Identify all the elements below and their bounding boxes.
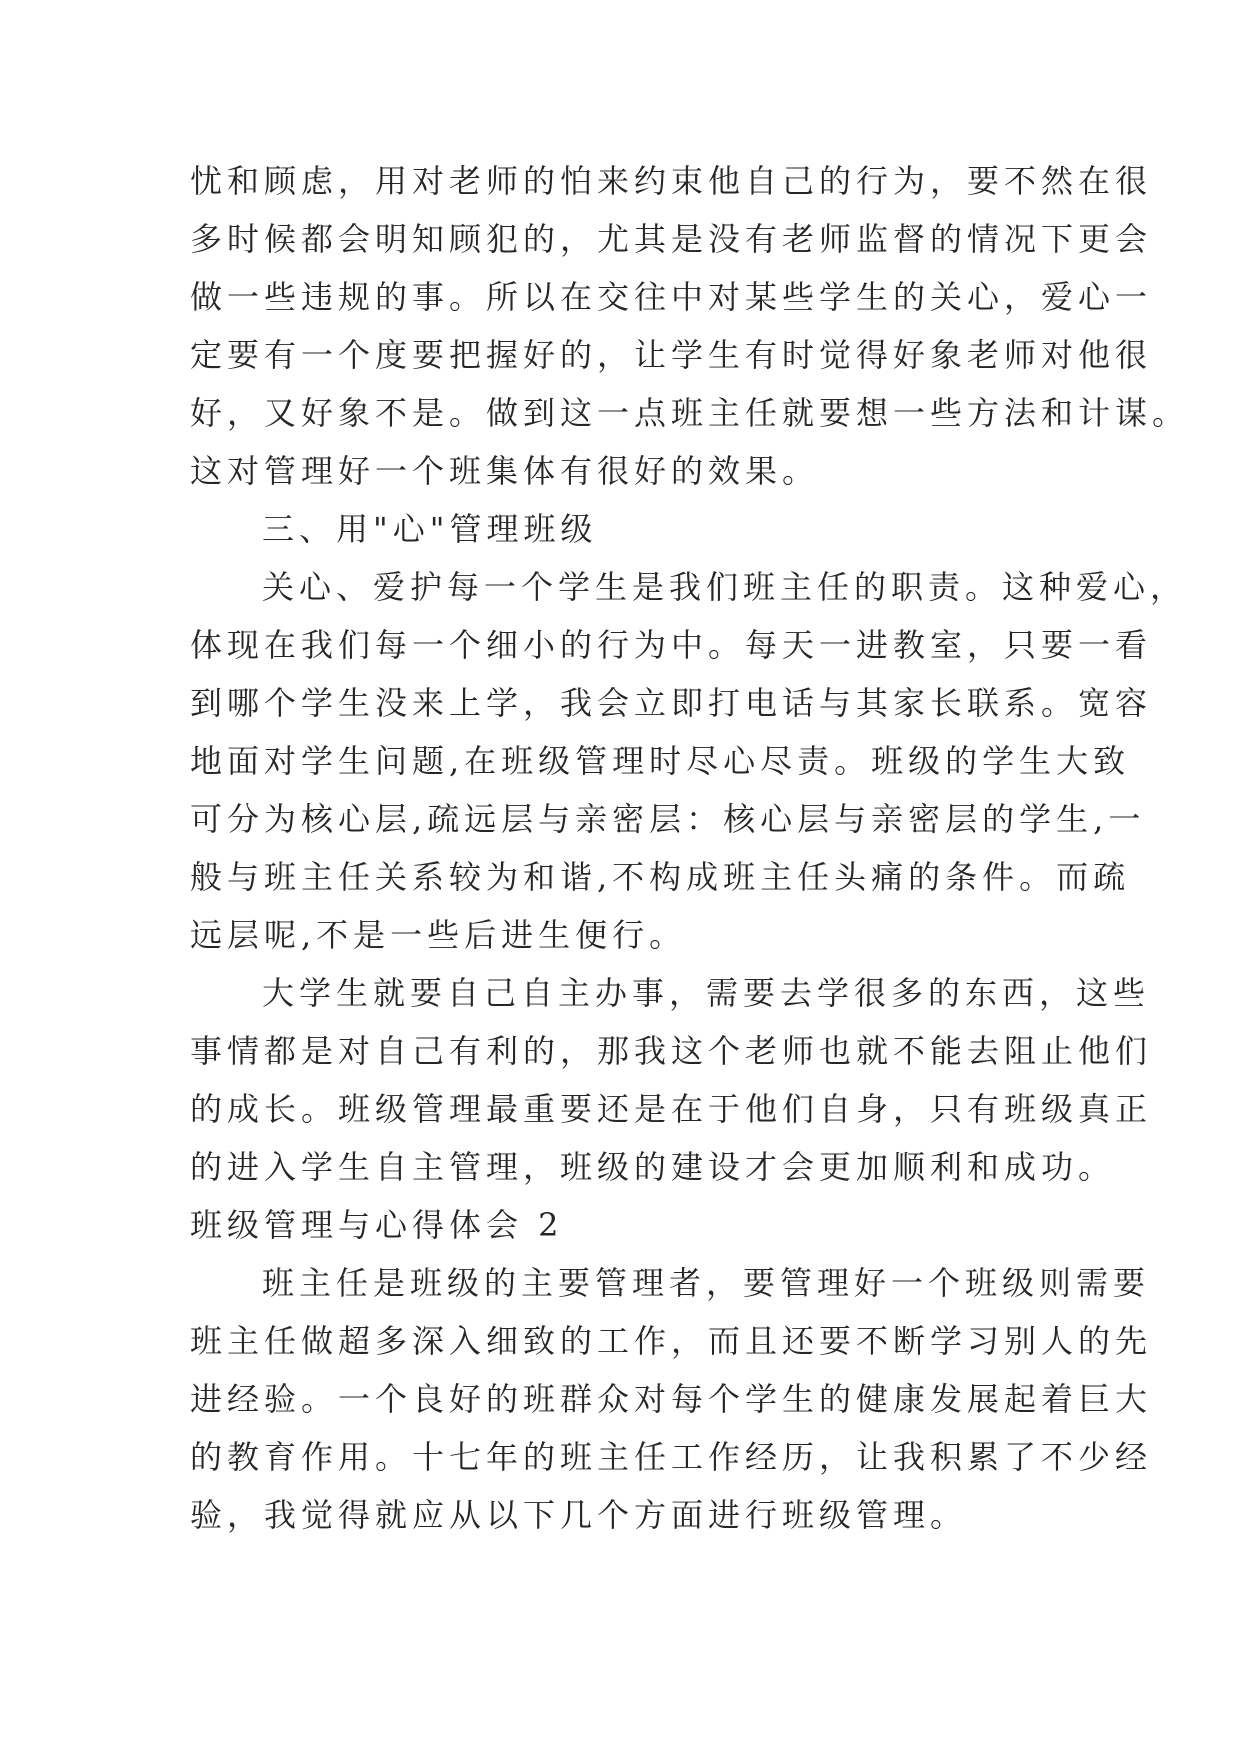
- text-line: 这对管理好一个班集体有很好的效果。: [190, 452, 820, 490]
- text-line: 远层呢,不是一些后进生便行。: [190, 916, 687, 954]
- text-line: 多时候都会明知顾犯的，尤其是没有老师监督的情况下更会: [190, 220, 1153, 258]
- text-line: 班主任是班级的主要管理者，要管理好一个班级则需要: [262, 1264, 1151, 1302]
- text-line: 般与班主任关系较为和谐,不构成班主任头痛的条件。而疏: [190, 858, 1131, 896]
- text-line: 到哪个学生没来上学，我会立即打电话与其家长联系。宽容: [190, 684, 1153, 722]
- text-line: 好，又好象不是。做到这一点班主任就要想一些方法和计谋。: [190, 394, 1190, 432]
- text-line: 定要有一个度要把握好的，让学生有时觉得好象老师对他很: [190, 336, 1153, 374]
- section-heading: 三、用"心"管理班级: [262, 510, 598, 548]
- text-line: 关心、爱护每一个学生是我们班主任的职责。这种爱心，: [262, 568, 1188, 606]
- text-line: 的成长。班级管理最重要还是在于他们自身，只有班级真正: [190, 1090, 1153, 1128]
- text-line: 可分为核心层,疏远层与亲密层：核心层与亲密层的学生,一: [190, 800, 1146, 838]
- text-line: 大学生就要自己自主办事，需要去学很多的东西，这些: [262, 974, 1151, 1012]
- text-line: 班主任做超多深入细致的工作，而且还要不断学习别人的先: [190, 1322, 1153, 1360]
- article-title: 班级管理与心得体会 2: [190, 1206, 564, 1244]
- text-line: 地面对学生问题,在班级管理时尽心尽责。班级的学生大致: [190, 742, 1131, 780]
- document-body: [190, 152, 1190, 1544]
- text-line: 忧和顾虑，用对老师的怕来约束他自己的行为，要不然在很: [190, 162, 1153, 200]
- text-line: 体现在我们每一个细小的行为中。每天一进教室，只要一看: [190, 626, 1153, 664]
- text-line: 做一些违规的事。所以在交往中对某些学生的关心，爱心一: [190, 278, 1153, 316]
- text-line: 的教育作用。十七年的班主任工作经历，让我积累了不少经: [190, 1438, 1153, 1476]
- text-line: 进经验。一个良好的班群众对每个学生的健康发展起着巨大: [190, 1380, 1153, 1418]
- text-line: 的进入学生自主管理，班级的建设才会更加顺利和成功。: [190, 1148, 1116, 1186]
- text-line: 事情都是对自己有利的，那我这个老师也就不能去阻止他们: [190, 1032, 1153, 1070]
- text-line: 验，我觉得就应从以下几个方面进行班级管理。: [190, 1496, 968, 1534]
